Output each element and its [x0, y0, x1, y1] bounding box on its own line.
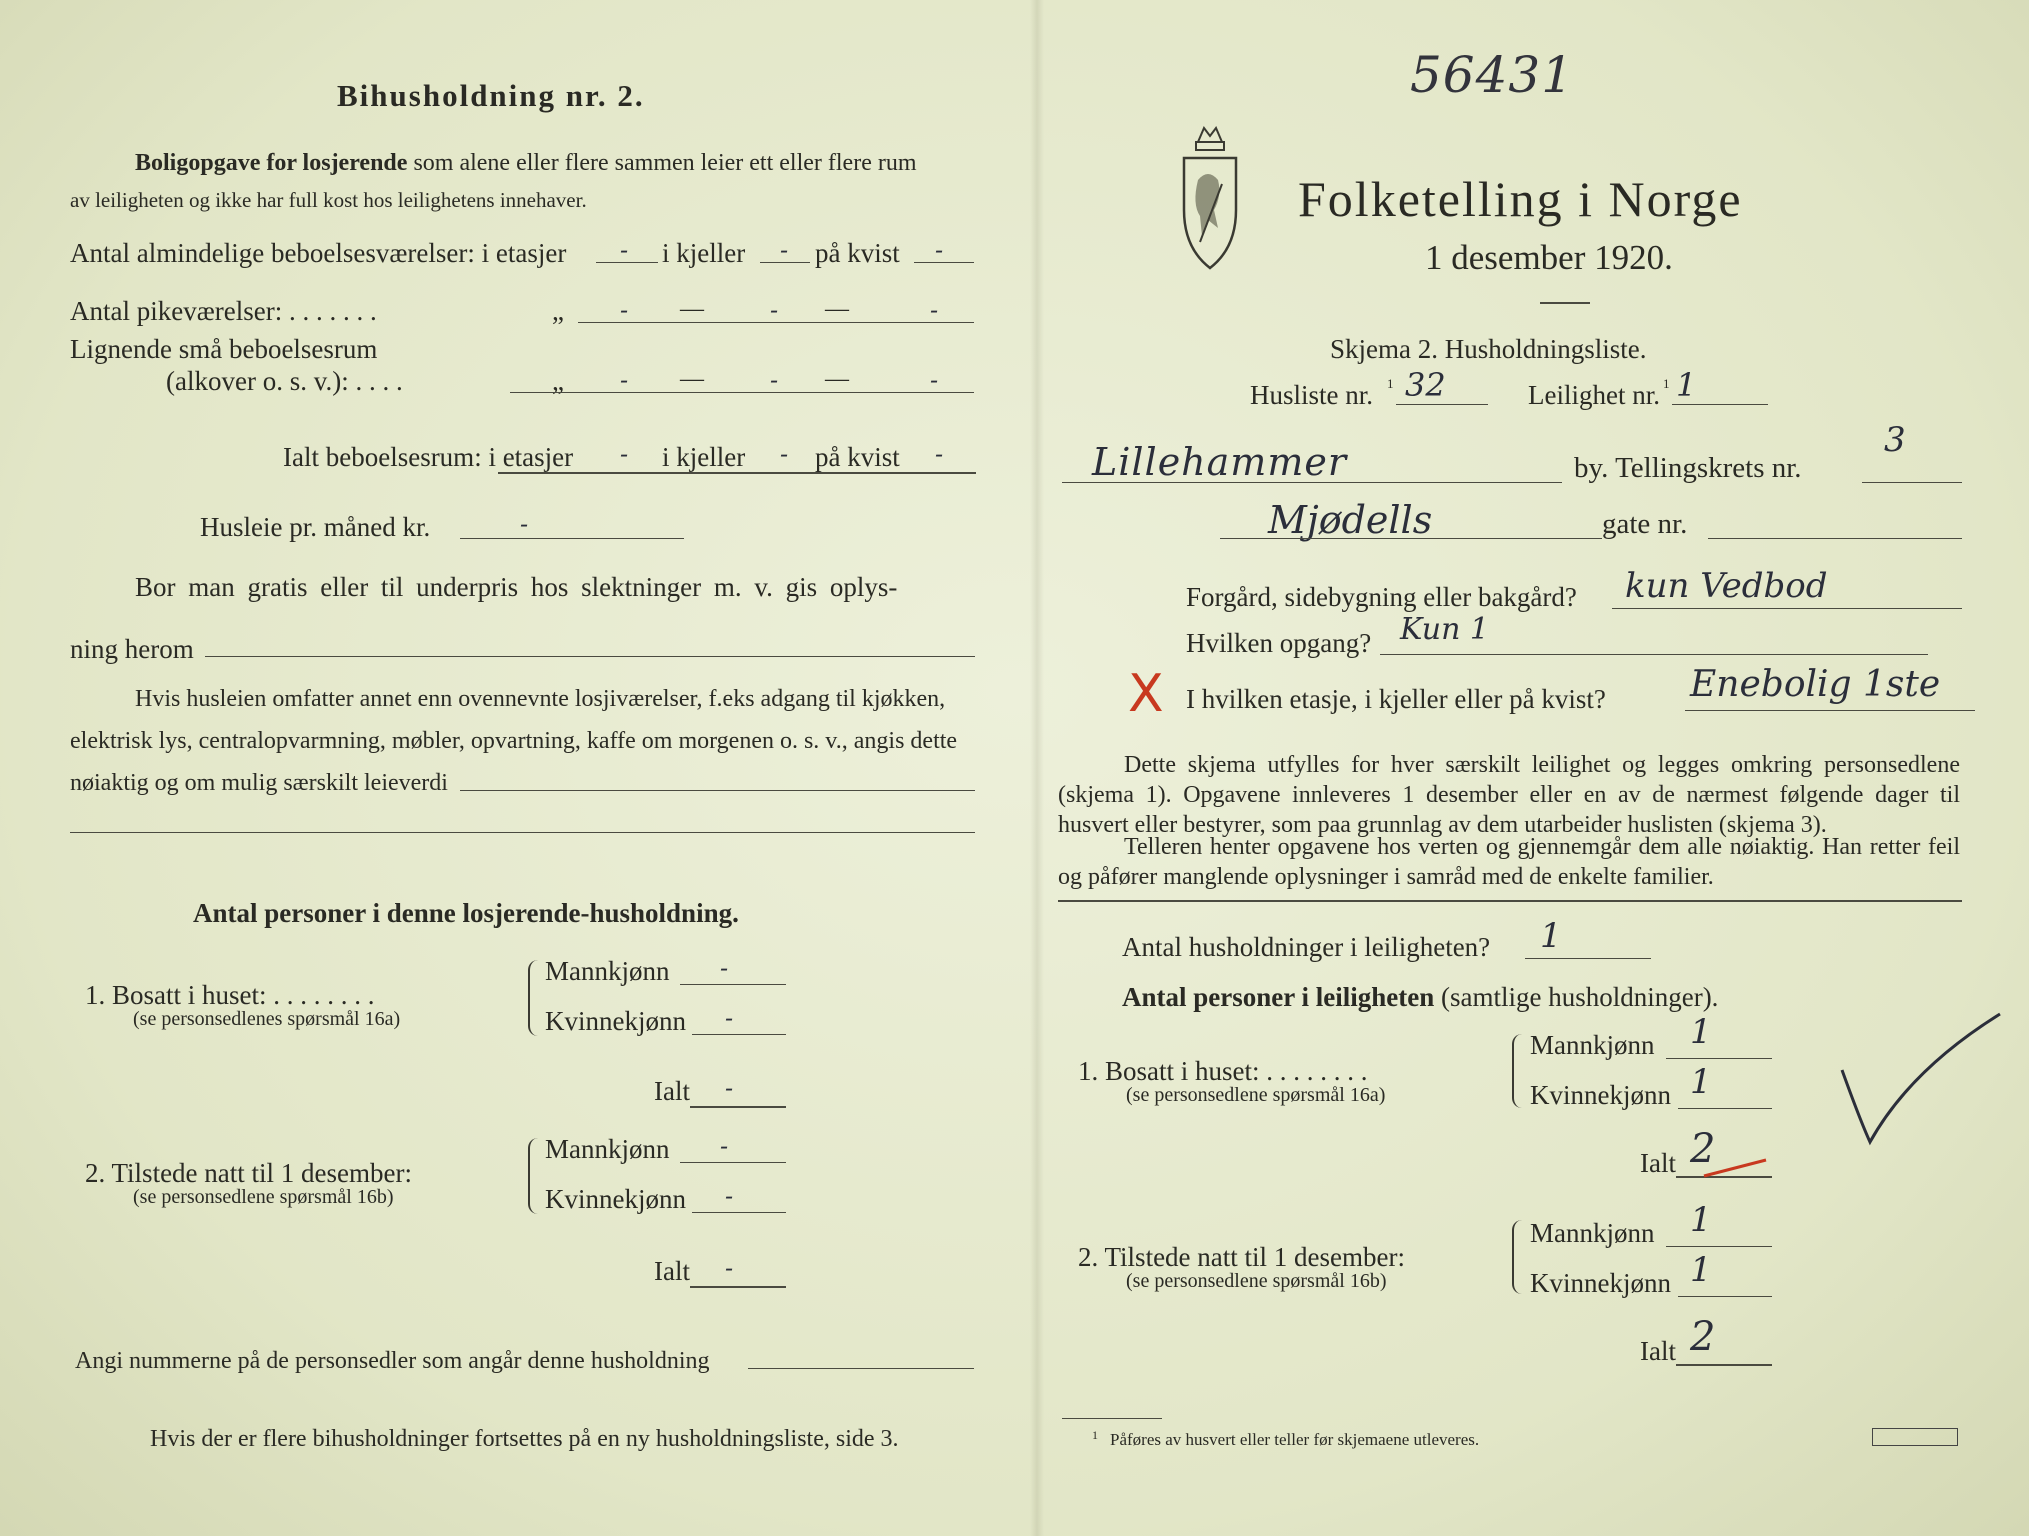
hvis-text1: Hvis husleien omfatter annet enn ovennevnte losjiværelser, f.eks adgang til kjøkken,	[135, 686, 946, 712]
antal-pers-rest: (samtlige husholdninger).	[1434, 982, 1719, 1012]
left-q1-label: 1. Bosatt i huset: . . . . . . . .	[85, 980, 375, 1010]
krets-line	[1862, 482, 1962, 483]
lign-v3: -	[930, 366, 939, 394]
left-q2-kvinne-line	[692, 1212, 786, 1213]
etasje-line	[1685, 710, 1975, 711]
instructions-para1: Dette skjema utfylles for hver særskilt leilighet og legges omkring personsedlene (skjema 1). Opgavene innleveres 1 desember eller en av de nærmest følgende dager til husvert eller bestyrer, som paa grunnlag av dem utarbeider huslisten (skjema 3).	[1058, 752, 1960, 838]
pike-label: Antal pikeværelser: . . . . . . .	[70, 296, 377, 326]
title-divider	[1540, 302, 1590, 304]
pike-sep1: —	[680, 296, 704, 322]
left-q2-ialt-val: -	[725, 1254, 734, 1282]
lign-line	[510, 392, 974, 393]
red-tick-icon	[1700, 1156, 1770, 1180]
left-q2-brace	[528, 1138, 542, 1214]
lign-label1: Lignende små beboelsesrum	[70, 334, 378, 364]
left-q1-kvinne-label: Kvinnekjønn	[545, 1006, 686, 1036]
red-x-mark: X	[1128, 664, 1164, 724]
left-q1-ialt-line	[690, 1106, 786, 1108]
right-q2-mann-label: Mannkjønn	[1530, 1218, 1655, 1248]
left-q1-sub: (se personsedlenes spørsmål 16a)	[133, 1008, 401, 1030]
checkmark-icon	[1830, 1010, 2010, 1150]
right-q2-mann-line	[1666, 1246, 1772, 1247]
rooms-kvist-val: -	[935, 236, 944, 264]
right-title: Folketelling i Norge	[1298, 171, 1743, 227]
opgang-line	[1380, 654, 1928, 655]
hvis-text2: elektrisk lys, centralopvarmning, møbler, opvartning, kaffe om morgenen o. s. v., angis dette	[70, 728, 958, 754]
ialt-kvist-label: på kvist	[815, 442, 900, 472]
right-q2-brace	[1512, 1220, 1526, 1294]
left-q1-mann-line	[680, 984, 786, 985]
right-q1-ialt-val: 2	[1690, 1126, 1716, 1172]
intro-rest: som alene eller flere sammen leier ett eller flere rum	[407, 150, 917, 176]
right-q1-kvinne-label: Kvinnekjønn	[1530, 1080, 1671, 1110]
footnote-rule	[1062, 1418, 1162, 1419]
instructions-para2: Telleren henter opgavene hos verten og gjennemgår dem alle nøiaktig. Han retter feil og påfører manglende oplysninger i samråd med de enkelte familier.	[1058, 834, 1960, 890]
husleie-val: -	[520, 510, 529, 538]
pike-sep2: —	[825, 296, 849, 322]
right-q2-label: 2. Tilstede natt til 1 desember:	[1078, 1242, 1405, 1272]
pike-v2: -	[770, 296, 779, 324]
left-q2-mann-val: -	[720, 1132, 729, 1160]
right-q2-mann-val: 1	[1690, 1200, 1712, 1240]
husliste-val: 32	[1405, 366, 1446, 404]
street-line	[1220, 538, 1602, 539]
husleie-label: Husleie pr. måned kr.	[200, 512, 431, 542]
bor-text2: ning herom	[70, 634, 194, 664]
hvis-line1	[460, 790, 975, 791]
right-q2-ialt-line	[1676, 1364, 1772, 1366]
forgaard-line	[1612, 608, 1962, 609]
skjema-label: Skjema 2. Husholdningsliste.	[1330, 334, 1647, 364]
left-q2-mann-label: Mannkjønn	[545, 1134, 670, 1164]
left-q2-kvinne-val: -	[725, 1182, 734, 1210]
leilighet-footnote-mark: 1	[1663, 376, 1670, 391]
left-q1-ialt-label: Ialt	[654, 1076, 690, 1106]
ialt-etasjer-val: -	[620, 440, 629, 468]
left-q1-mann-val: -	[720, 954, 729, 982]
city-val: Lillehammer	[1092, 440, 1348, 484]
lign-quote: „	[552, 366, 564, 396]
pike-quote: „	[552, 296, 564, 326]
opgang-label: Hvilken opgang?	[1186, 628, 1372, 658]
left-title: Bihusholdning nr. 2.	[337, 78, 645, 113]
right-q1-sub: (se personsedlene spørsmål 16a)	[1126, 1084, 1386, 1106]
leilighet-line	[1672, 404, 1768, 405]
lign-v2: -	[770, 366, 779, 394]
left-q2-ialt-label: Ialt	[654, 1256, 690, 1286]
etasje-label: I hvilken etasje, i kjeller eller på kvist?	[1186, 684, 1606, 714]
gate-label: gate nr.	[1602, 508, 1688, 540]
hvis-text3: nøiaktig og om mulig særskilt leieverdi	[70, 770, 448, 796]
left-q1-kvinne-val: -	[725, 1004, 734, 1032]
left-q1-kvinne-line	[692, 1034, 786, 1035]
left-q2-mann-line	[680, 1162, 786, 1163]
ialt-kvist-val: -	[935, 440, 944, 468]
ialt-kjeller-label: i kjeller	[662, 442, 746, 472]
lign-sep2: —	[825, 366, 849, 392]
left-q2-label: 2. Tilstede natt til 1 desember:	[85, 1158, 412, 1188]
lign-v1: -	[620, 366, 629, 394]
right-q1-ialt-label: Ialt	[1640, 1148, 1676, 1178]
right-q1-mann-line	[1666, 1058, 1772, 1059]
antal-hush-val: 1	[1540, 916, 1562, 956]
forgaard-label: Forgård, sidebygning eller bakgård?	[1186, 582, 1577, 612]
forgaard-val: kun Vedbod	[1625, 566, 1828, 606]
right-q2-kvinne-val: 1	[1690, 1250, 1712, 1290]
archive-number: 56431	[1410, 46, 1575, 104]
pike-v1: -	[620, 296, 629, 324]
right-q1-kvinne-line	[1678, 1108, 1772, 1109]
left-intro-line2: av leiligheten og ikke har full kost hos leilighetens innehaver.	[70, 188, 587, 212]
right-date: 1 desember 1920.	[1425, 238, 1673, 277]
gate-line	[1708, 538, 1962, 539]
norway-coat-of-arms-icon	[1178, 124, 1242, 272]
lign-label2: (alkover o. s. v.): . . . .	[166, 366, 403, 396]
left-footer: Hvis der er flere bihusholdninger fortsettes på en ny husholdningsliste, side 3.	[150, 1426, 899, 1452]
antal-pers-heading	[1122, 982, 1718, 1013]
printer-stamp-icon	[1872, 1428, 1958, 1446]
left-q2-sub: (se personsedlene spørsmål 16b)	[133, 1186, 394, 1208]
bor-line	[205, 656, 975, 657]
husliste-line	[1396, 404, 1488, 405]
rooms-kjeller-label: i kjeller	[662, 238, 746, 268]
footnote-text: Påføres av husvert eller teller før skjemaene utleveres.	[1110, 1430, 1480, 1449]
left-q1-ialt-val: -	[725, 1074, 734, 1102]
rooms-kjeller-val: -	[780, 236, 789, 264]
pike-v3: -	[930, 296, 939, 324]
right-q1-brace	[1512, 1034, 1526, 1108]
intro-bold: Boligopgave for losjerende	[135, 150, 408, 176]
left-q2-kvinne-label: Kvinnekjønn	[545, 1184, 686, 1214]
leilighet-label: Leilighet nr.	[1528, 380, 1660, 410]
leilighet-val: 1	[1676, 366, 1697, 404]
opgang-val: Kun 1	[1400, 612, 1490, 647]
ialt-kjeller-val: -	[780, 440, 789, 468]
right-q2-ialt-label: Ialt	[1640, 1336, 1676, 1366]
antal-hush-line	[1525, 958, 1651, 959]
angi-line	[748, 1368, 974, 1369]
lign-sep1: —	[680, 366, 704, 392]
right-q2-ialt-val: 2	[1690, 1314, 1716, 1360]
city-line	[1062, 482, 1562, 483]
husleie-line	[460, 538, 684, 539]
husliste-footnote-mark: 1	[1387, 376, 1394, 391]
right-q2-kvinne-label: Kvinnekjønn	[1530, 1268, 1671, 1298]
antal-hush-label: Antal husholdninger i leiligheten?	[1122, 932, 1491, 962]
left-q1-mann-label: Mannkjønn	[545, 956, 670, 986]
right-q2-sub: (se personsedlene spørsmål 16b)	[1126, 1270, 1387, 1292]
left-q1-brace	[528, 960, 542, 1036]
footnote-mark: 1	[1092, 1428, 1098, 1442]
krets-val: 3	[1884, 420, 1906, 460]
left-q2-ialt-line	[690, 1286, 786, 1288]
rooms-label: Antal almindelige beboelsesværelser: i etasjer	[70, 238, 567, 268]
hvis-line2	[70, 832, 975, 833]
left-intro-line1	[135, 150, 917, 177]
ialt-rooms-label: Ialt beboelsesrum: i etasjer	[283, 442, 574, 472]
right-q1-mann-val: 1	[1690, 1012, 1712, 1052]
right-q1-label: 1. Bosatt i huset: . . . . . . . .	[1078, 1056, 1368, 1086]
rooms-kvist-line	[914, 262, 974, 263]
right-q1-mann-label: Mannkjønn	[1530, 1030, 1655, 1060]
instructions-divider	[1058, 900, 1962, 902]
angi-text: Angi nummerne på de personsedler som angår denne husholdning	[75, 1348, 710, 1374]
rooms-kvist-label: på kvist	[815, 238, 900, 268]
husliste-label: Husliste nr.	[1250, 380, 1374, 410]
right-q1-kvinne-val: 1	[1690, 1062, 1712, 1102]
left-persons-heading: Antal personer i denne losjerende-husholdning.	[193, 898, 739, 928]
right-q2-kvinne-line	[1678, 1296, 1772, 1297]
rooms-etasjer-val: -	[620, 236, 629, 264]
street-val: Mjødells	[1268, 498, 1433, 542]
antal-pers-bold: Antal personer i leiligheten	[1122, 982, 1435, 1012]
bor-text1: Bor man gratis eller til underpris hos slektninger m. v. gis oplys-	[135, 572, 898, 602]
etasje-val: Enebolig 1ste	[1690, 664, 1941, 705]
by-tellingskrets-label: by. Tellingskrets nr.	[1574, 452, 1802, 484]
page-fold	[1030, 0, 1044, 1536]
